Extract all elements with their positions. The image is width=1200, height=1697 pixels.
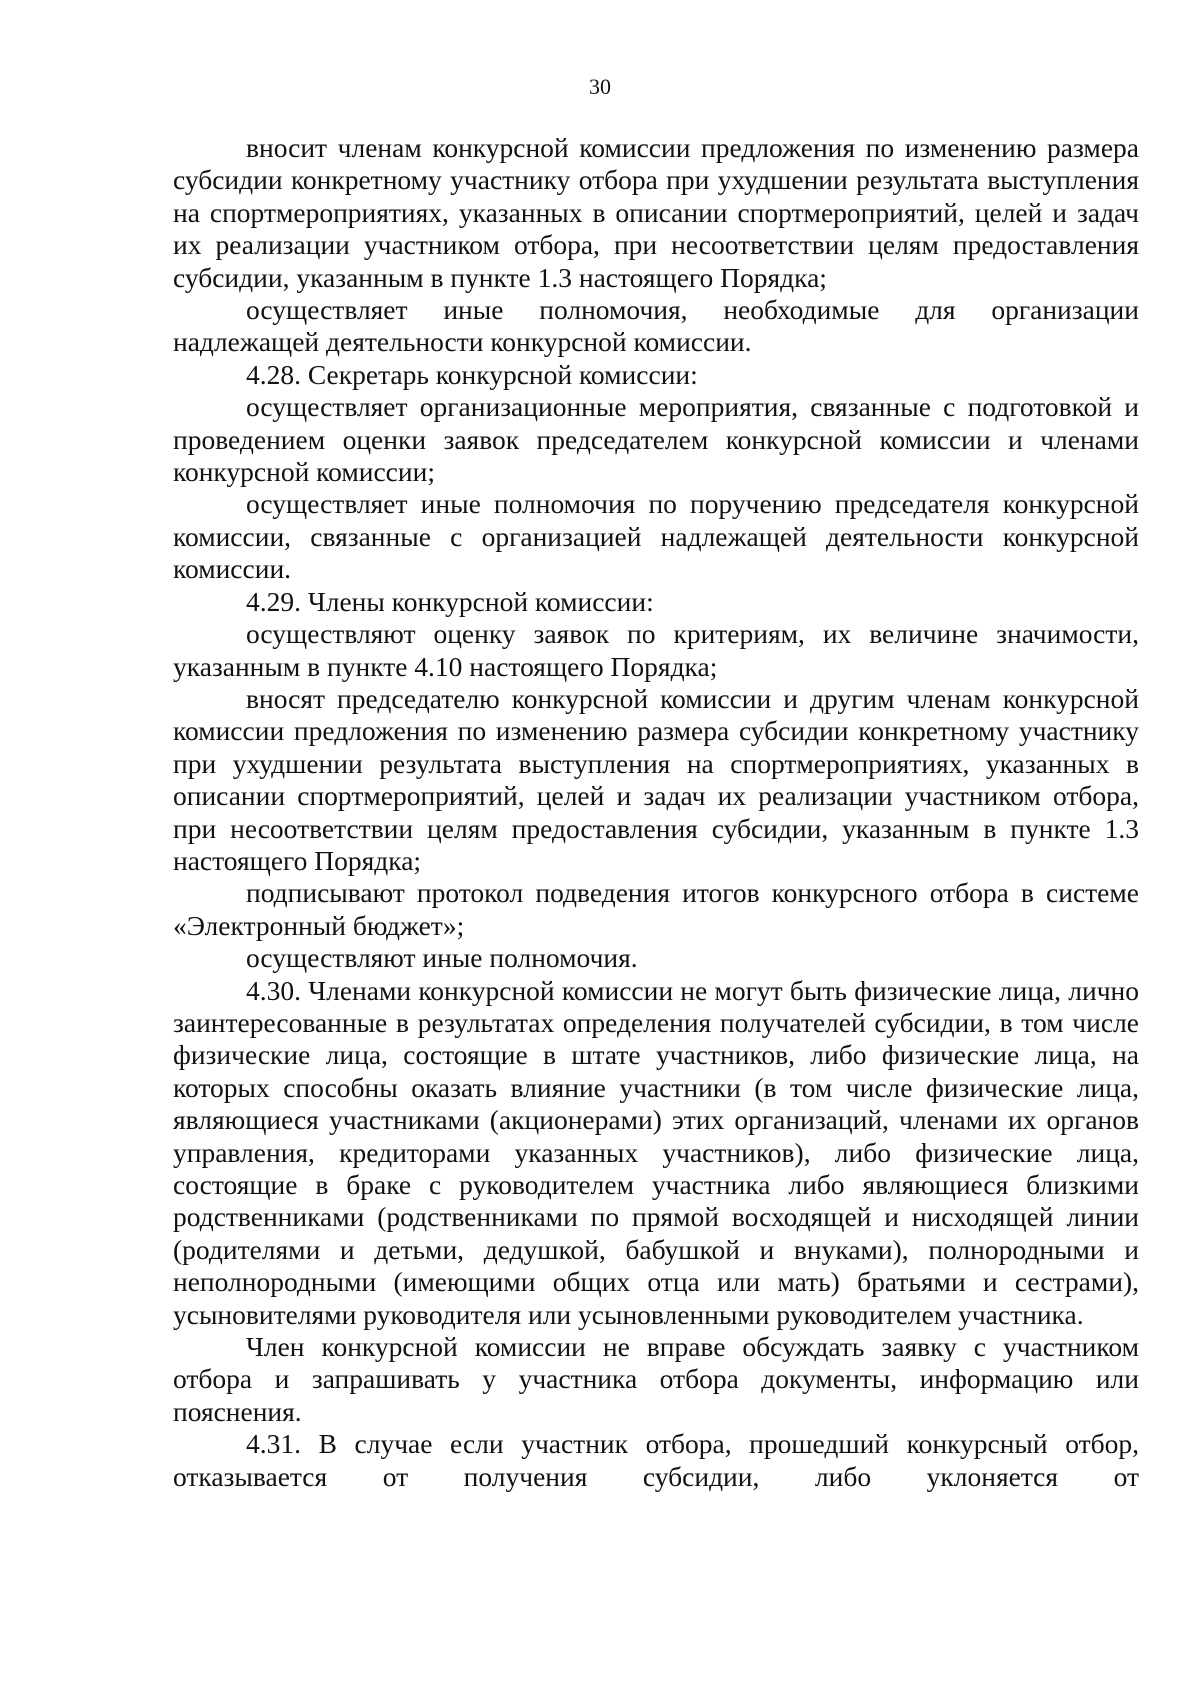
paragraph: осуществляет организационные мероприятия, связанные с подготовкой и проведением оценки заявок председателем конкурсной комиссии и членами конкурсной комиссии; <box>173 391 1139 488</box>
page-number: 30 <box>589 74 611 99</box>
paragraph: вносят председателю конкурсной комиссии и другим членам конкурсной комиссии предложения по изменению размера субсидии конкретному участнику при ухудшении результата выступления на спортмероприятиях, указанных в описании спортмероприятий, целей и задач их реализации участником отбора, при несоответствии целям предоставления субсидии, указанным в пункте 1.3 настоящего Порядка; <box>173 682 1139 876</box>
document-body <box>173 132 1139 1493</box>
paragraph: подписывают протокол подведения итогов конкурсного отбора в системе «Электронный бюджет»; <box>173 877 1139 941</box>
paragraph: осуществляют оценку заявок по критериям, их величине значимости, указанным в пункте 4.10 настоящего Порядка; <box>173 618 1139 682</box>
section-paragraph-4-30: 4.30. Членами конкурсной комиссии не могут быть физические лица, лично заинтересованные в результатах определения получателей субсидии, в том числе физические лица, состоящие в штате участников, либо физические лица, на которых способны оказать влияние участники (в том числе физические лица, являющиеся участниками (акционерами) этих организаций, членами их органов управления, кредиторами указанных участников), либо физические лица, состоящие в браке с руководителем участника либо являющиеся близкими родственниками (родственниками по прямой восходящей и нисходящей линии (родителями и детьми, дедушкой, бабушкой и внуками), полнородными и неполнородными (имеющими общих отца или мать) братьями и сестрами), усыновителями руководителя или усыновленными руководителем участника. <box>173 974 1139 1330</box>
section-heading-4-28: 4.28. Секретарь конкурсной комиссии: <box>246 358 698 390</box>
section-heading-4-29: 4.29. Члены конкурсной комиссии: <box>246 585 654 617</box>
paragraph: осуществляют иные полномочия. <box>246 942 638 974</box>
paragraph: Член конкурсной комиссии не вправе обсуждать заявку с участником отбора и запрашивать у участника отбора документы, информацию или пояснения. <box>173 1331 1139 1427</box>
section-paragraph-4-31: 4.31. В случае если участник отбора, прошедший конкурсный отбор, отказывается от получения субсидии, либо уклоняется от <box>173 1428 1139 1492</box>
paragraph: осуществляет иные полномочия по поручению председателя конкурсной комиссии, связанные с организацией надлежащей деятельности конкурсной комиссии. <box>173 488 1139 585</box>
paragraph: вносит членам конкурсной комиссии предложения по изменению размера субсидии конкретному участнику отбора при ухудшении результата выступления на спортмероприятиях, указанных в описании спортмероприятий, целей и задач их реализации участником отбора, при несоответствии целям предоставления субсидии, указанным в пункте 1.3 настоящего Порядка; <box>173 132 1139 293</box>
paragraph: осуществляет иные полномочия, необходимые для организации надлежащей деятельности конкурсной комиссии. <box>173 294 1139 358</box>
